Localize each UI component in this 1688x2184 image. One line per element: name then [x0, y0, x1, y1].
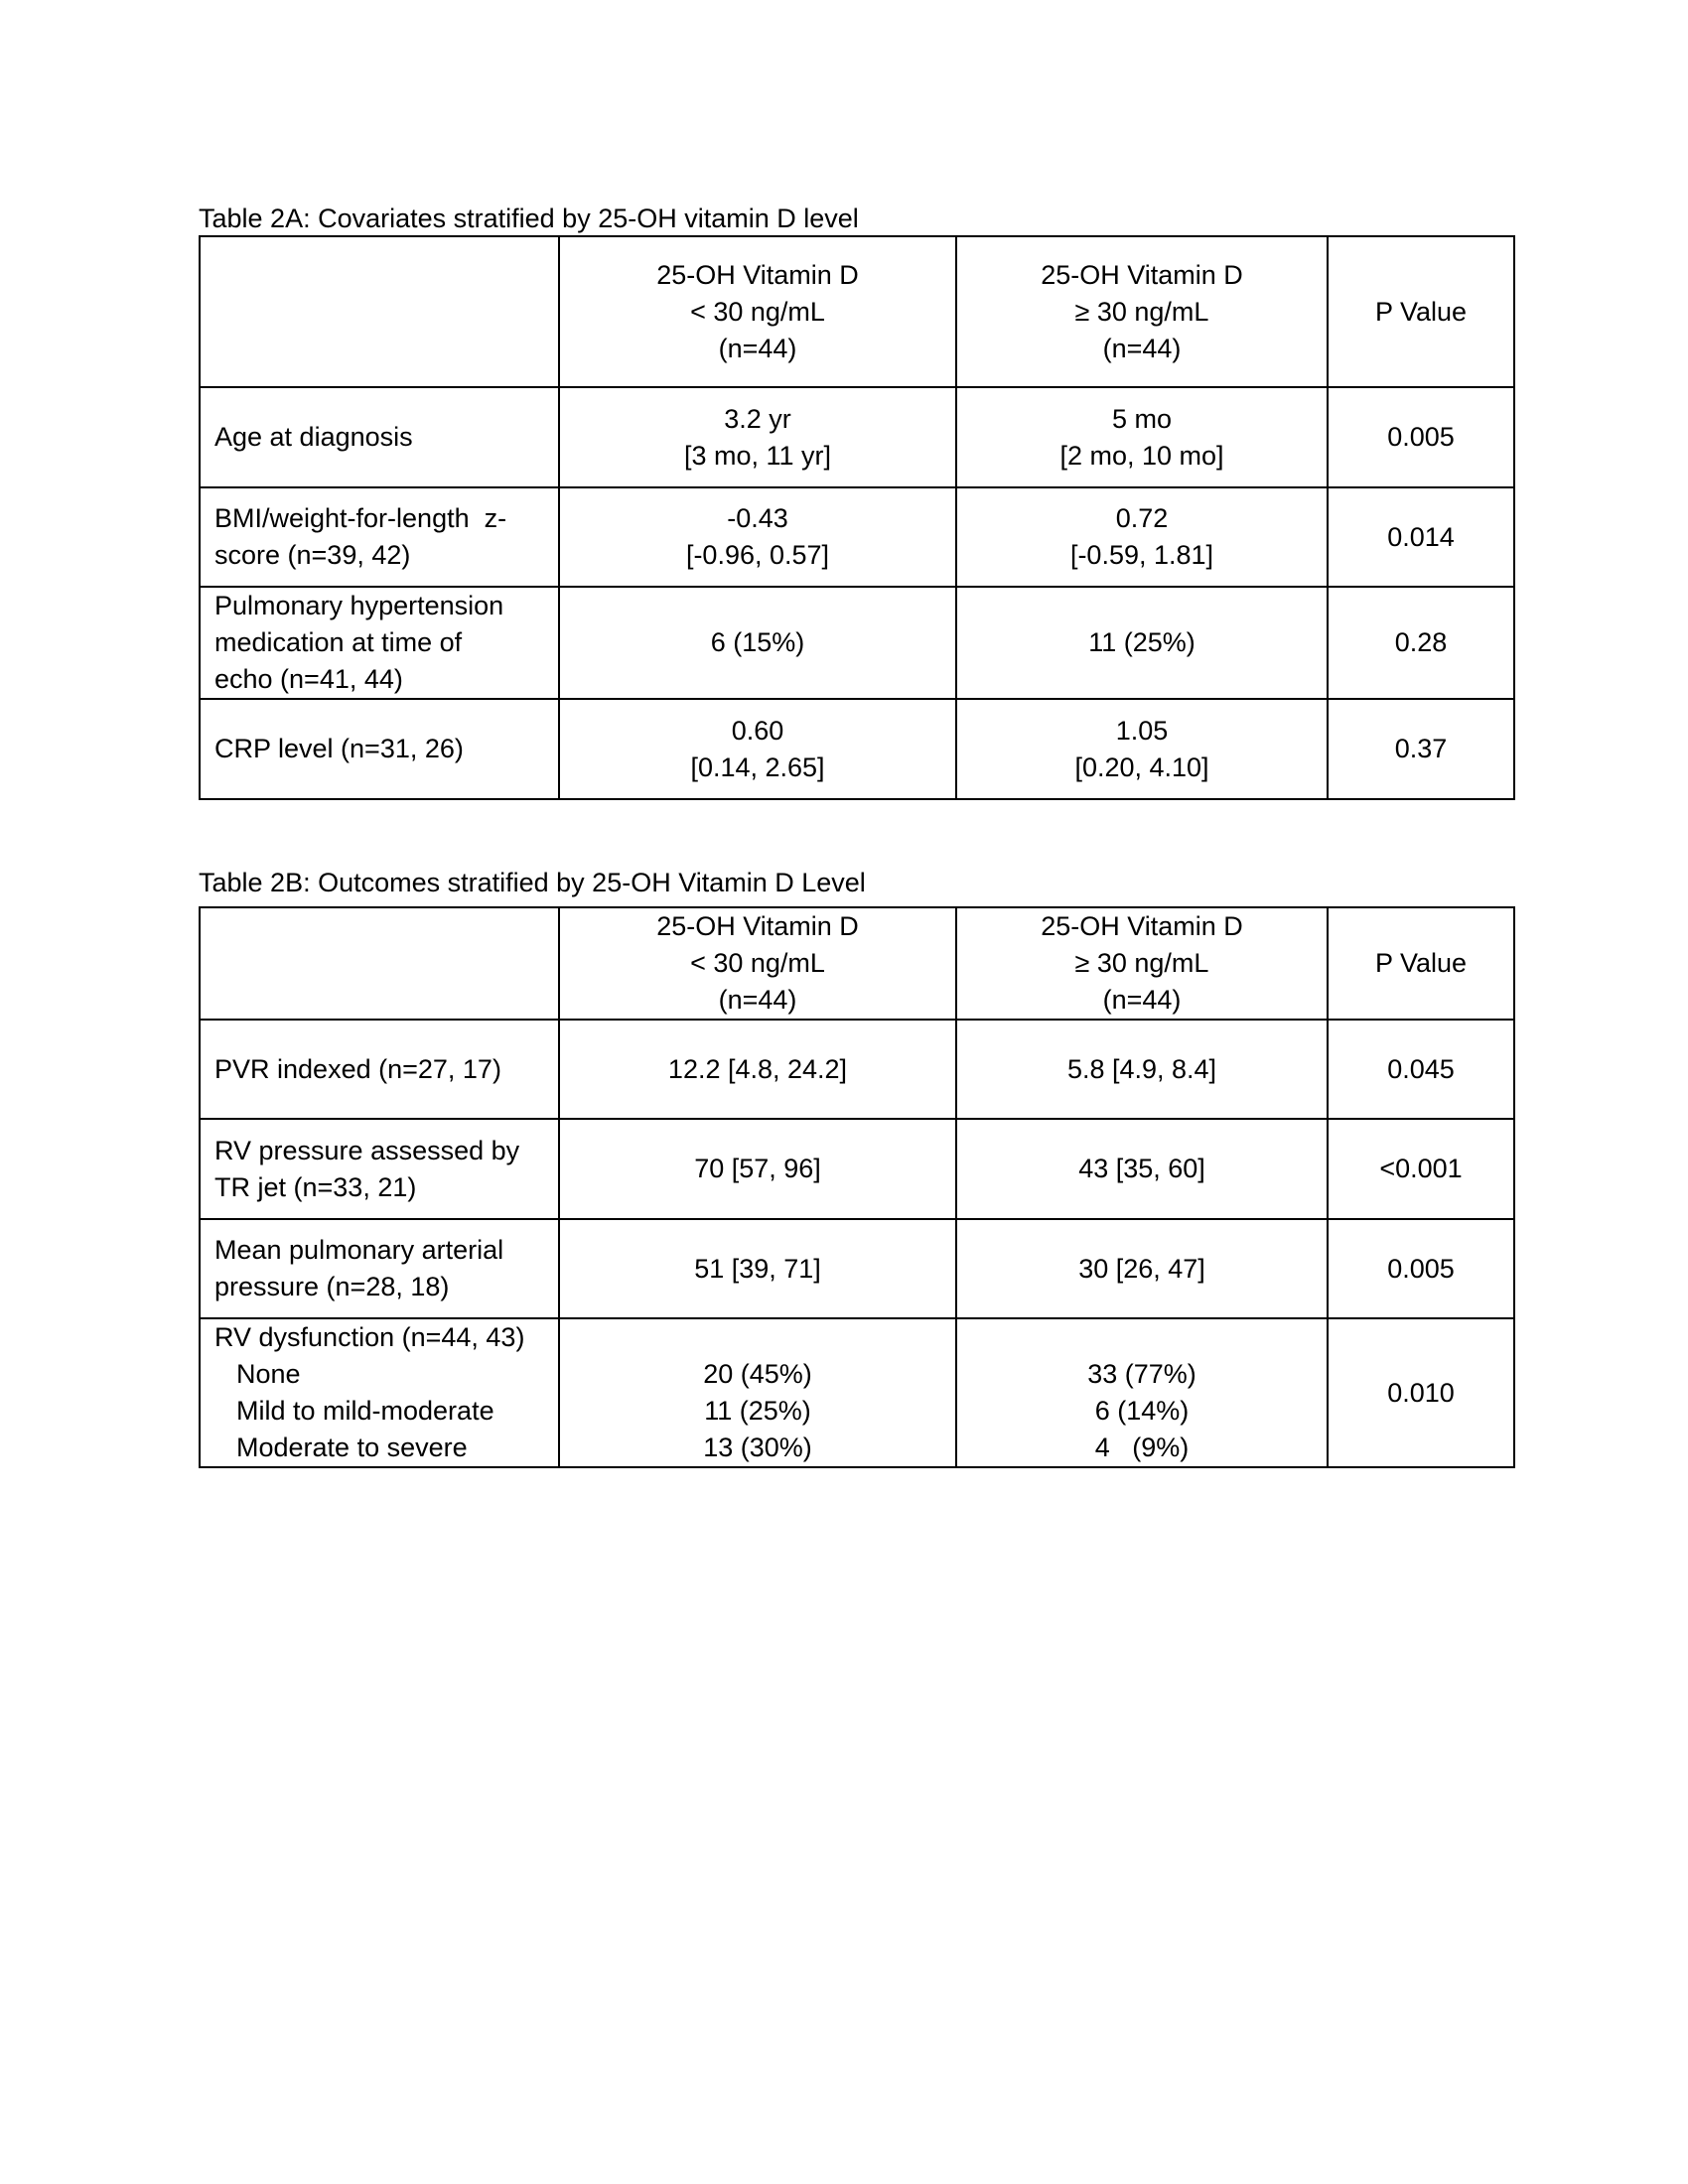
value-line: [0.14, 2.65] [690, 751, 825, 782]
value-line: 0.72 [1115, 503, 1169, 533]
value-line: 20 (45%) [703, 1359, 812, 1389]
row-label-line: TR jet (n=33, 21) [214, 1171, 417, 1202]
header-line: 25-OH Vitamin D [1041, 259, 1243, 290]
table-2a-header-high-group [956, 236, 1328, 387]
row-label [200, 1020, 559, 1119]
high-group-value [956, 699, 1328, 799]
value-line: 6 (14%) [1094, 1396, 1190, 1426]
value-line: 6 (15%) [710, 627, 805, 657]
value-line-spacer [971, 1319, 1313, 1356]
row-label [200, 1119, 559, 1219]
header-line: ≥ 30 ng/mL [1074, 948, 1209, 978]
value-line: 30 [26, 47] [1078, 1253, 1205, 1284]
table-2a [199, 235, 1515, 800]
row-label-line: echo (n=41, 44) [214, 664, 403, 694]
table-2a-header-row [200, 236, 1514, 387]
table-2b-caption: Table 2B: Outcomes stratified by 25-OH Vitamin D Level [199, 868, 866, 897]
row-label-line: PVR indexed (n=27, 17) [214, 1053, 501, 1084]
row-label-line: RV pressure assessed by [214, 1135, 520, 1165]
table-2b-header-row [200, 907, 1514, 1020]
row-label-line: pressure (n=28, 18) [214, 1272, 450, 1301]
p-value: 0.28 [1328, 587, 1514, 699]
high-group-value [956, 387, 1328, 487]
row-label-line: Mean pulmonary arterial [214, 1235, 504, 1265]
row-label-line: score (n=39, 42) [214, 540, 411, 570]
low-group-value [559, 1119, 956, 1219]
table-row [200, 1318, 1514, 1467]
table-2a-corner-cell [200, 236, 559, 387]
value-line: 0.60 [731, 715, 784, 746]
value-line: 11 (25%) [1088, 627, 1196, 657]
table-row [200, 1020, 1514, 1119]
value-line: 51 [39, 71] [694, 1253, 821, 1284]
row-label [200, 699, 559, 799]
value-line: -0.43 [727, 503, 788, 533]
table-2a-caption: Table 2A: Covariates stratified by 25-OH vitamin D level [199, 204, 859, 233]
value-line: 12.2 [4.8, 24.2] [667, 1053, 848, 1084]
row-sublabel: Mild to mild-moderate [236, 1396, 494, 1426]
value-line: 4 (9%) [1094, 1433, 1190, 1462]
table-2b [199, 906, 1515, 1468]
value-line: [-0.59, 1.81] [1069, 540, 1214, 570]
value-line: 1.05 [1115, 715, 1169, 746]
row-label [200, 387, 559, 487]
table-2a-header-p-value: P Value [1328, 236, 1514, 387]
table-row [200, 587, 1514, 699]
row-label-line: medication at time of [214, 627, 463, 657]
row-label [200, 1219, 559, 1318]
low-group-value [559, 1219, 956, 1318]
p-value: 0.045 [1328, 1020, 1514, 1119]
table-2b-header-low-group [559, 907, 956, 1020]
high-group-value [956, 1119, 1328, 1219]
value-line: 43 [35, 60] [1078, 1154, 1205, 1183]
row-label [200, 587, 559, 699]
value-line: [3 mo, 11 yr] [683, 440, 832, 471]
row-label [200, 487, 559, 587]
row-label-line: Pulmonary hypertension [214, 591, 504, 620]
row-sublabel: Moderate to severe [236, 1433, 468, 1462]
low-group-value [559, 587, 956, 699]
p-value: <0.001 [1328, 1119, 1514, 1219]
p-value: 0.005 [1328, 387, 1514, 487]
table-row [200, 1219, 1514, 1318]
high-group-value [956, 487, 1328, 587]
header-line: (n=44) [718, 333, 797, 363]
row-label-line: RV dysfunction (n=44, 43) [214, 1322, 525, 1352]
table-row [200, 387, 1514, 487]
header-line: < 30 ng/mL [690, 948, 825, 978]
value-line: 13 (30%) [703, 1433, 812, 1462]
high-group-value [956, 1318, 1328, 1467]
low-group-value [559, 1020, 956, 1119]
table-row [200, 1119, 1514, 1219]
p-value: 0.010 [1328, 1318, 1514, 1467]
table-2b-header-high-group [956, 907, 1328, 1020]
p-value: 0.014 [1328, 487, 1514, 587]
value-line: [2 mo, 10 mo] [1059, 440, 1224, 471]
header-line: 25-OH Vitamin D [656, 259, 859, 290]
high-group-value [956, 587, 1328, 699]
header-line: 25-OH Vitamin D [656, 911, 859, 941]
row-label-line: CRP level (n=31, 26) [214, 734, 464, 763]
header-line: (n=44) [718, 985, 797, 1015]
low-group-value [559, 1318, 956, 1467]
high-group-value [956, 1020, 1328, 1119]
table-row [200, 487, 1514, 587]
value-line: 33 (77%) [1087, 1359, 1196, 1389]
header-line: (n=44) [1102, 333, 1182, 363]
row-label [200, 1318, 559, 1467]
low-group-value [559, 487, 956, 587]
value-line: 11 (25%) [704, 1396, 811, 1426]
row-sublabel: None [236, 1359, 301, 1389]
value-line-spacer [574, 1319, 941, 1356]
table-row [200, 699, 1514, 799]
value-line: [-0.96, 0.57] [685, 540, 830, 570]
row-label-line: Age at diagnosis [214, 422, 413, 452]
table-2a-header-low-group [559, 236, 956, 387]
header-line: (n=44) [1102, 985, 1182, 1015]
header-line: 25-OH Vitamin D [1041, 911, 1243, 941]
value-line: 5.8 [4.9, 8.4] [1066, 1053, 1217, 1084]
value-line: 70 [57, 96] [694, 1154, 821, 1183]
table-2b-corner-cell [200, 907, 559, 1020]
header-line: < 30 ng/mL [690, 296, 825, 327]
value-line: [0.20, 4.10] [1074, 751, 1209, 782]
table-2b-header-p-value: P Value [1328, 907, 1514, 1020]
low-group-value [559, 387, 956, 487]
p-value: 0.005 [1328, 1219, 1514, 1318]
value-line: 3.2 yr [724, 403, 791, 434]
header-line: ≥ 30 ng/mL [1074, 296, 1209, 327]
low-group-value [559, 699, 956, 799]
p-value: 0.37 [1328, 699, 1514, 799]
value-line: 5 mo [1111, 403, 1173, 434]
high-group-value [956, 1219, 1328, 1318]
row-label-line: BMI/weight-for-length z- [214, 503, 507, 533]
